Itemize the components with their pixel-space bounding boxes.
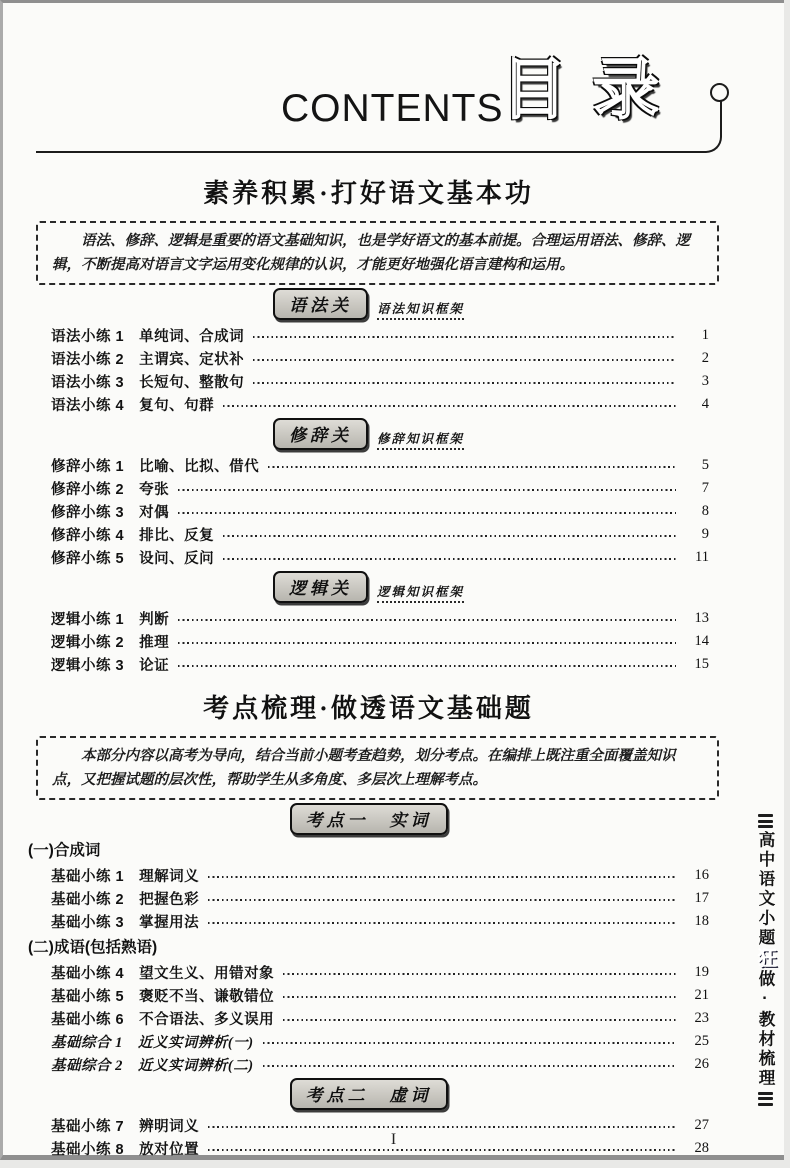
entry-label: 基础综合 2 xyxy=(51,1058,123,1074)
toc-entry xyxy=(28,347,709,370)
dot-leader xyxy=(178,642,676,644)
toc-body xyxy=(3,177,784,1160)
page-number: I xyxy=(390,1131,397,1148)
entry-title: 辨明词义 xyxy=(139,1119,200,1135)
intro-note-box xyxy=(36,221,719,285)
entry-page-number: 25 xyxy=(694,1033,709,1049)
entry-page-number: 27 xyxy=(694,1117,709,1133)
toc-entry xyxy=(28,546,709,569)
sidebar-bottom-deco-mark xyxy=(758,1092,773,1106)
toc-entry xyxy=(28,523,709,546)
dot-leader xyxy=(178,489,676,491)
dot-leader xyxy=(208,876,676,878)
entry-label: 修辞小练 4 xyxy=(51,528,125,544)
entry-page-number: 14 xyxy=(694,633,709,649)
entry-page-number: 13 xyxy=(694,610,709,626)
dot-leader xyxy=(263,1042,676,1044)
page-footer xyxy=(3,1131,784,1149)
spine-brand-kuang: 狂 xyxy=(755,948,776,970)
entry-title: 理解词义 xyxy=(139,869,200,885)
entry-page-number: 9 xyxy=(701,526,709,542)
entry-page-number: 15 xyxy=(694,656,709,672)
toc-entry xyxy=(28,324,709,347)
group-heading: (二)成语(包括熟语) xyxy=(28,939,158,956)
entry-title: 近义实词辨析(一) xyxy=(137,1035,254,1051)
entry-label: 基础小练 4 xyxy=(51,966,125,982)
toc-entry xyxy=(28,1053,709,1076)
entry-title: 判断 xyxy=(139,612,170,628)
entry-title: 夸张 xyxy=(139,482,170,498)
gate-badge: 语法关 xyxy=(273,288,368,320)
entry-label: 基础小练 6 xyxy=(51,1012,125,1028)
dot-leader xyxy=(178,619,676,621)
dot-leader xyxy=(223,535,676,537)
entry-page-number: 21 xyxy=(694,987,709,1003)
toc-entry xyxy=(28,1007,709,1030)
sidebar-top-deco-mark xyxy=(758,814,773,828)
gate-badge: 逻辑关 xyxy=(273,571,368,603)
toc-entry xyxy=(28,961,709,984)
page-header xyxy=(3,3,784,161)
toc-entry xyxy=(28,454,709,477)
entry-label: 语法小练 4 xyxy=(51,398,125,414)
dot-leader xyxy=(283,973,676,975)
entry-label: 基础小练 1 xyxy=(51,869,125,885)
toc-entry xyxy=(28,653,709,676)
gate-badge: 考点一 实词 xyxy=(290,803,448,835)
badge-line xyxy=(28,293,709,320)
entry-label: 逻辑小练 2 xyxy=(51,635,125,651)
entry-title: 推理 xyxy=(139,635,170,651)
badge-line xyxy=(28,423,709,450)
dot-leader xyxy=(178,512,676,514)
entry-title: 主谓宾、定状补 xyxy=(139,352,245,368)
entry-page-number: 28 xyxy=(694,1140,709,1156)
entry-title: 近义实词辨析(二) xyxy=(137,1058,254,1074)
entry-page-number: 16 xyxy=(694,867,709,883)
dot-leader xyxy=(208,899,676,901)
entry-page-number: 2 xyxy=(701,350,709,366)
toc-entry xyxy=(28,864,709,887)
entry-title: 单纯词、合成词 xyxy=(139,329,245,345)
entry-page-number: 18 xyxy=(694,913,709,929)
toc-entry xyxy=(28,393,709,416)
spine-brand-post: 做 xyxy=(756,970,774,990)
entry-label: 修辞小练 2 xyxy=(51,482,125,498)
dot-leader xyxy=(208,1149,676,1151)
entry-label: 基础小练 8 xyxy=(51,1142,125,1158)
entry-page-number: 3 xyxy=(701,373,709,389)
entry-page-number: 4 xyxy=(701,396,709,412)
entry-label: 基础小练 7 xyxy=(51,1119,125,1135)
contents-title-en: CONTENTS xyxy=(281,87,504,130)
entry-page-number: 23 xyxy=(694,1010,709,1026)
entry-page-number: 5 xyxy=(701,457,709,473)
dot-leader xyxy=(208,1126,676,1128)
spine-brand-pre: 小题 xyxy=(756,909,774,948)
group-heading: (一)合成词 xyxy=(28,842,101,859)
badge-caption: 修辞知识框架 xyxy=(377,429,464,450)
entry-title: 放对位置 xyxy=(139,1142,200,1158)
entry-label: 修辞小练 5 xyxy=(51,551,125,567)
intro-note-text: 本部分内容以高考为导向，结合当前小题考查趋势，划分考点。在编排上既注重全面覆盖知识点，又把握试题的层次性，帮助学生从多角度、多层次上理解考点。 xyxy=(52,748,676,788)
entry-page-number: 8 xyxy=(701,503,709,519)
dot-leader xyxy=(253,336,676,338)
intro-note-box xyxy=(36,736,719,800)
dot-leader xyxy=(253,359,676,361)
entry-page-number: 26 xyxy=(694,1056,709,1072)
dot-leader xyxy=(283,1019,676,1021)
badge-line xyxy=(28,1083,709,1110)
entry-label: 基础小练 5 xyxy=(51,989,125,1005)
badge-line xyxy=(28,576,709,603)
entry-title: 设问、反问 xyxy=(139,551,215,567)
gate-badge: 修辞关 xyxy=(273,418,368,450)
dot-leader xyxy=(178,665,676,667)
entry-page-number: 1 xyxy=(701,327,709,343)
entry-page-number: 11 xyxy=(695,549,709,565)
dot-leader xyxy=(268,466,676,468)
badge-line xyxy=(28,808,709,835)
entry-label: 语法小练 1 xyxy=(51,329,125,345)
toc-entry xyxy=(28,1030,709,1053)
dot-leader xyxy=(253,382,676,384)
dot-leader xyxy=(208,922,676,924)
entry-title: 论证 xyxy=(139,658,170,674)
entry-title: 比喻、比拟、借代 xyxy=(139,459,260,475)
entry-title: 长短句、整散句 xyxy=(139,375,245,391)
toc-entry xyxy=(28,630,709,653)
toc-entry xyxy=(28,370,709,393)
spine-series: 高中语文 xyxy=(756,831,774,909)
contents-title-zh: 目录 xyxy=(501,54,685,127)
entry-title: 复句、句群 xyxy=(139,398,215,414)
entry-page-number: 7 xyxy=(701,480,709,496)
header-circle-decoration xyxy=(710,83,729,102)
dot-leader xyxy=(263,1065,676,1067)
entry-label: 基础小练 2 xyxy=(51,892,125,908)
toc-entry xyxy=(28,887,709,910)
toc-entry xyxy=(28,910,709,933)
badge-caption: 逻辑知识框架 xyxy=(377,582,464,603)
section-heading: 素养积累·打好语文基本功 xyxy=(203,179,534,208)
book-spine-sidebar xyxy=(754,811,776,1109)
entry-title: 掌握用法 xyxy=(139,915,200,931)
dot-leader xyxy=(223,558,676,560)
entry-label: 语法小练 3 xyxy=(51,375,125,391)
spine-separator: · xyxy=(756,989,774,1011)
toc-entry xyxy=(28,477,709,500)
section-heading: 考点梳理·做透语文基础题 xyxy=(203,694,534,723)
entry-label: 修辞小练 3 xyxy=(51,505,125,521)
spine-suffix: 教材梳理 xyxy=(756,1010,774,1089)
entry-page-number: 17 xyxy=(694,890,709,906)
entry-title: 褒贬不当、谦敬错位 xyxy=(139,989,275,1005)
entry-page-number: 19 xyxy=(694,964,709,980)
entry-label: 基础综合 1 xyxy=(51,1035,123,1051)
intro-note-text: 语法、修辞、逻辑是重要的语文基础知识，也是学好语文的基本前提。合理运用语法、修辞、逻辑，不断提高对语言文字运用变化规律的认识，才能更好地强化语言建构和运用。 xyxy=(52,233,690,273)
entry-label: 基础小练 3 xyxy=(51,915,125,931)
entry-title: 排比、反复 xyxy=(139,528,215,544)
entry-label: 逻辑小练 3 xyxy=(51,658,125,674)
book-spine-title xyxy=(754,831,776,1089)
toc-entry xyxy=(28,607,709,630)
toc-entry xyxy=(28,500,709,523)
toc-entry xyxy=(28,984,709,1007)
entry-title: 望文生义、用错对象 xyxy=(139,966,275,982)
entry-title: 不合语法、多义误用 xyxy=(139,1012,275,1028)
gate-badge: 考点二 虚词 xyxy=(290,1078,448,1110)
dot-leader xyxy=(223,405,676,407)
entry-label: 逻辑小练 1 xyxy=(51,612,125,628)
entry-title: 把握色彩 xyxy=(139,892,200,908)
entry-label: 语法小练 2 xyxy=(51,352,125,368)
dot-leader xyxy=(283,996,676,998)
entry-label: 修辞小练 1 xyxy=(51,459,125,475)
badge-caption: 语法知识框架 xyxy=(377,299,464,320)
entry-title: 对偶 xyxy=(139,505,170,521)
